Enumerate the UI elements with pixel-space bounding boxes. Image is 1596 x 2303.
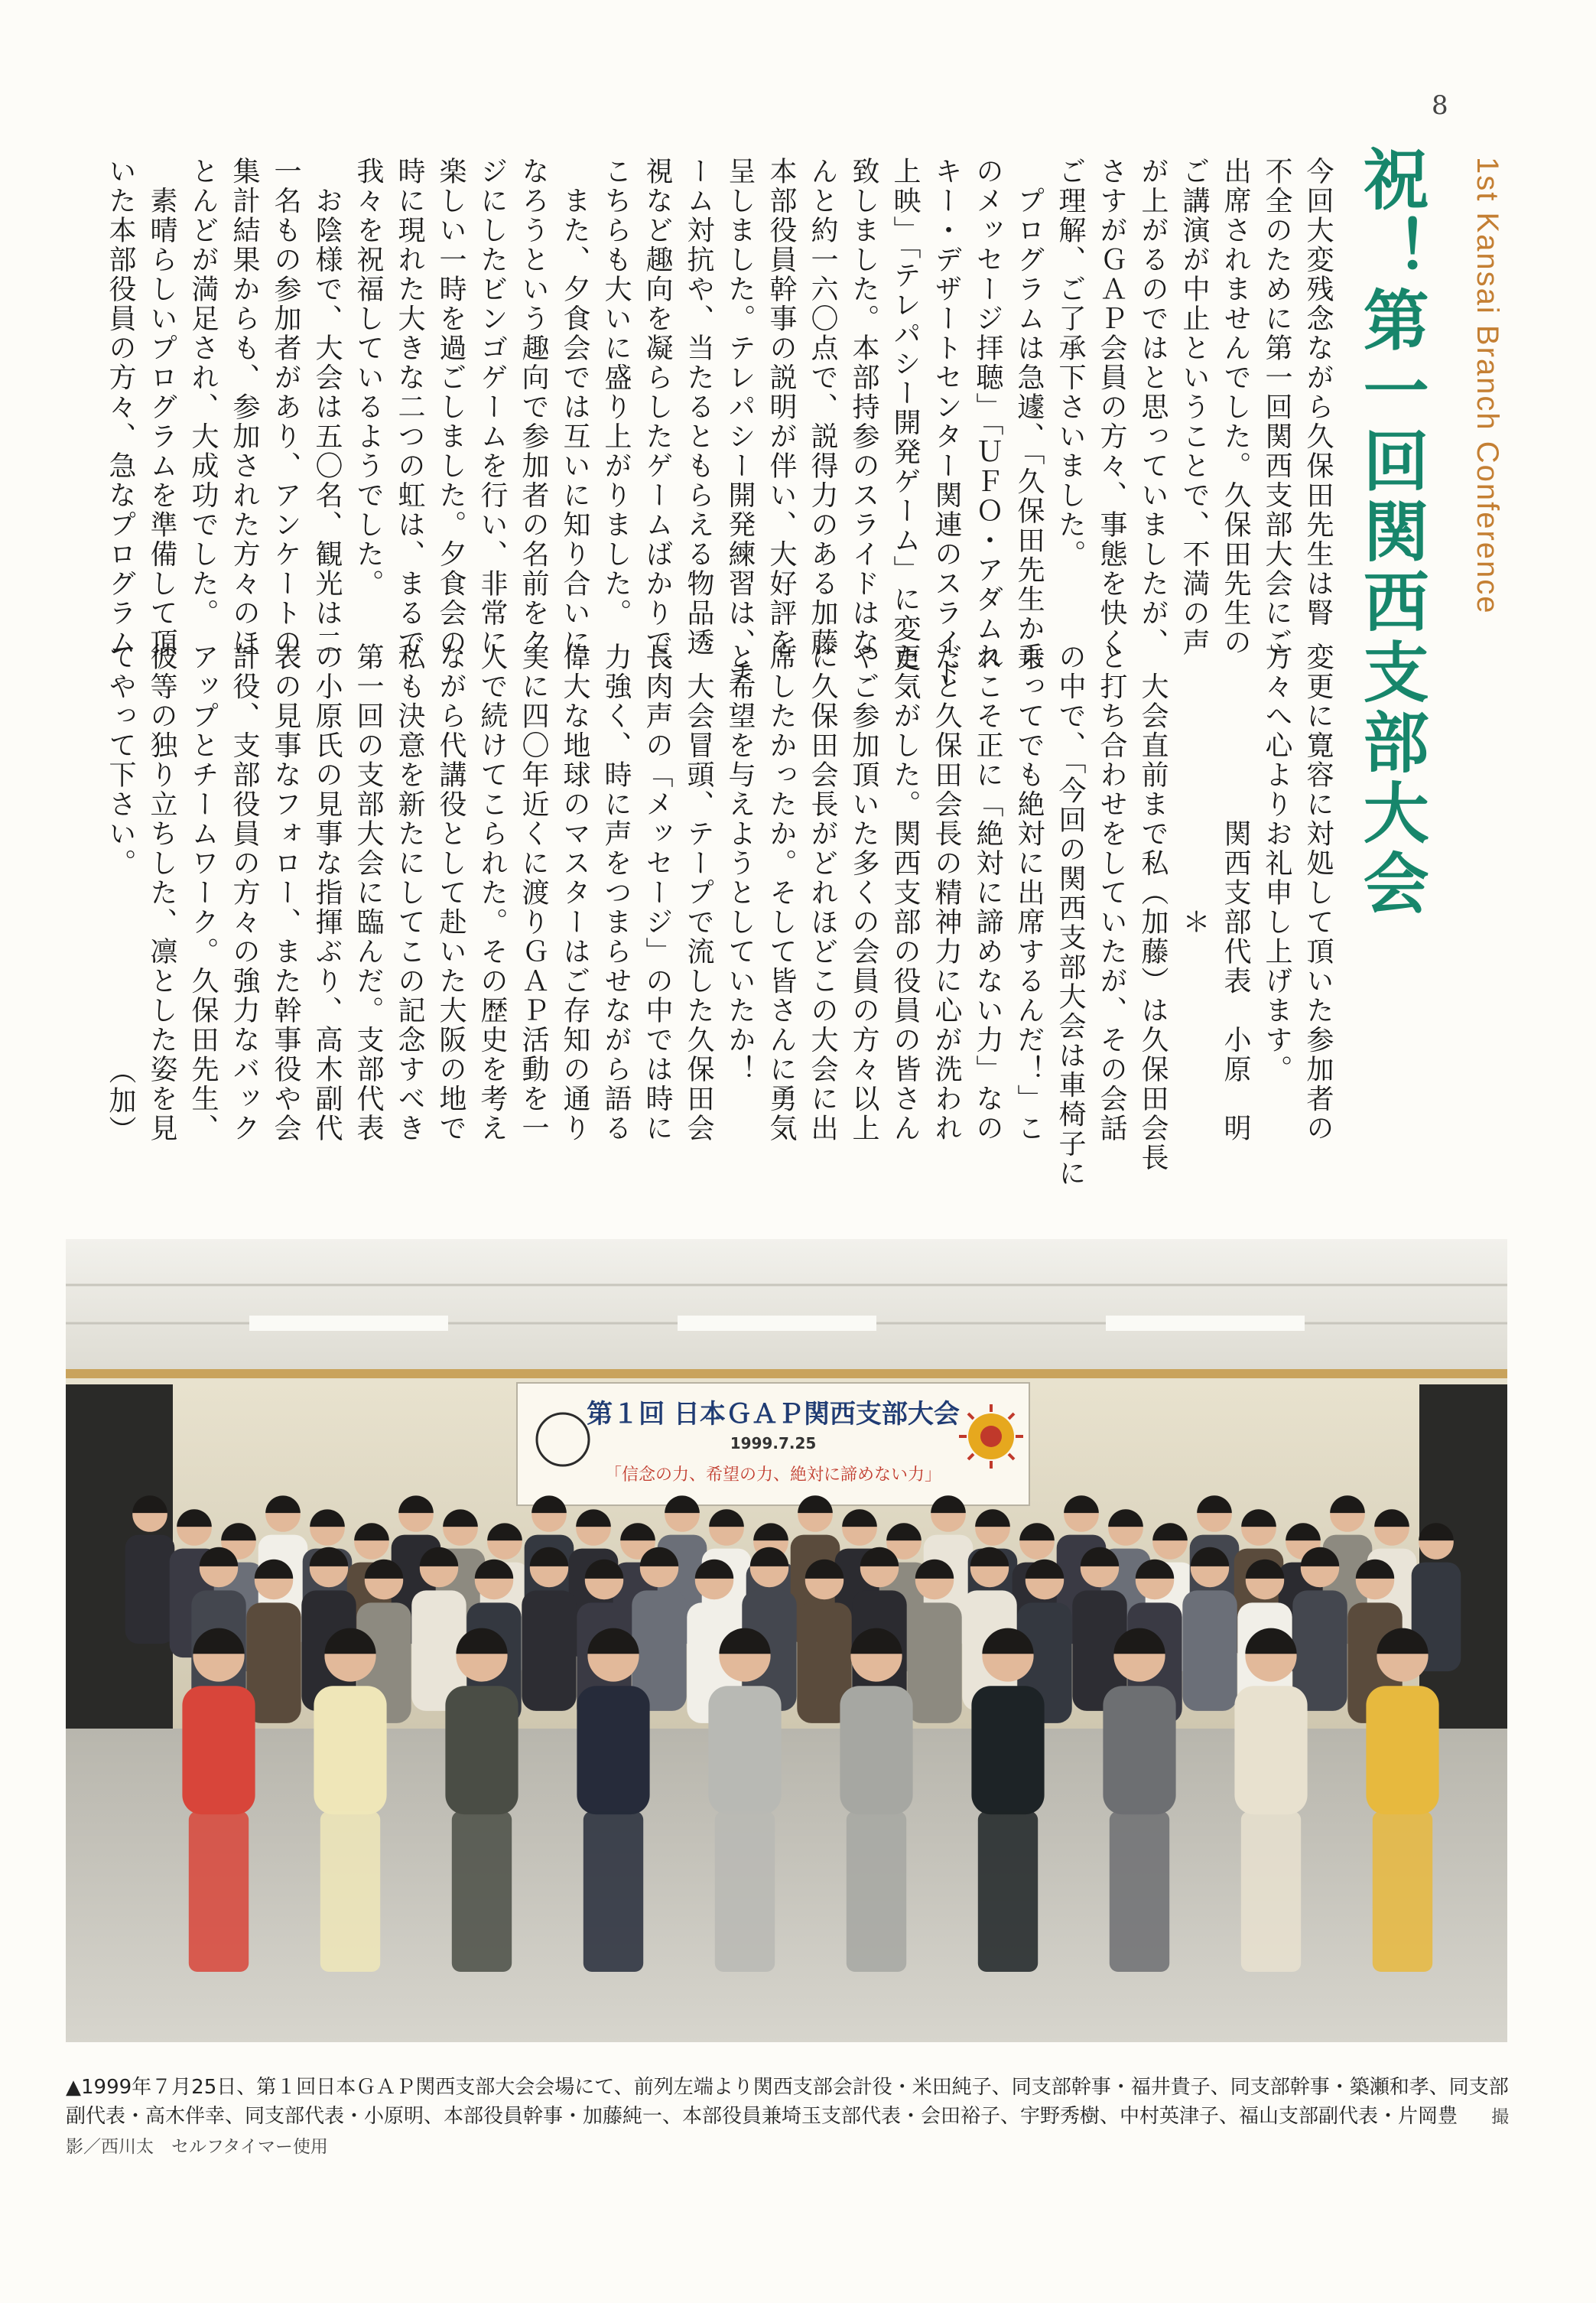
article-line: 人で続けてこられた。その歴史を考え <box>476 642 508 1143</box>
photo-credit: 撮影／西川太 セルフタイマー使用 <box>66 2107 1510 2157</box>
article-line: と希望を与えようとしていたか！ <box>724 642 756 1085</box>
article-line: 席したかったか。そして皆さんに勇気 <box>765 642 797 1143</box>
article-body-lower <box>105 642 1338 1189</box>
article-line: こちらも大いに盛り上がりました。 <box>600 157 632 628</box>
article-line: 楽しい一時を過ごしました。夕食会の <box>435 157 466 658</box>
article-line: お陰様で、大会は五〇名、観光は二 <box>311 157 343 658</box>
article-line: 一名もの参加者があり、アンケートの <box>270 157 301 658</box>
article-line: 変更に寛容に対処して頂いた参加者の <box>1302 642 1334 1143</box>
caption-text: ▲1999年７月25日、第１回日本ＧＡＰ関西支部大会会場にて、前列左端より関西支部会計役・米田純子、同支部幹事・福井貴子、同支部幹事・築瀬和孝、同支部副代表・高木伴幸、同支部代表・小原明、本部役員幹事・加藤純一、本部役員兼埼玉支部代表・会田裕子、宇野秀樹、中村英津子、福山支部副代表・片岡豊 <box>66 2076 1509 2128</box>
article-line: 方々へ心よりお礼申し上げます。 <box>1261 642 1292 1085</box>
article-line: れこそ正に「絶対に諦めない力」なの <box>972 642 1003 1143</box>
article-line: ご理解、ご了承下さいました。 <box>1055 157 1086 569</box>
article-line: 私も決意を新たにしてこの記念すべき <box>394 642 425 1143</box>
article-line: プログラムは急遽、「久保田先生から <box>1013 157 1045 673</box>
article-line: 今回大変残念ながら久保田先生は腎 <box>1302 157 1334 628</box>
banner-slogan: 「信念の力、希望の力、絶対に諦めない力」 <box>604 1465 942 1485</box>
article-line: と打ち合わせをしていたが、その会話 <box>1096 642 1127 1143</box>
article-line: 上映」「テレパシー開発ゲーム」に変更 <box>889 157 921 673</box>
article-line: 出席されませんでした。久保田先生の <box>1220 157 1251 658</box>
article-line: いた本部役員の方々、急なプログラム <box>105 157 136 658</box>
banner-date: 1999.7.25 <box>730 1434 817 1452</box>
article-line: が上がるのではと思っていましたが、 <box>1137 157 1169 658</box>
article-line: 彼等の独り立ちした、凛とした姿を見 <box>146 642 177 1143</box>
article-body-upper <box>105 157 1338 687</box>
conference-banner <box>517 1383 1029 1505</box>
article-line: アップとチームワーク。久保田先生、 <box>187 642 219 1143</box>
article-line: 呈しました。テレパシー開発練習は、チ <box>724 157 756 687</box>
article-line: だと久保田会長の精神力に心が洗われ <box>931 642 962 1143</box>
article-line: 表の見事なフォロー、また幹事役や会 <box>270 642 301 1143</box>
article-line: 集計結果からも、参加された方々のほ <box>229 157 260 658</box>
article-line: 不全のために第一回関西支部大会にご <box>1261 157 1292 658</box>
sun-logo-icon <box>959 1404 1023 1469</box>
article-title: 祝！第一回関西支部大会 <box>1351 145 1429 919</box>
article-line: やご参加頂いた多くの会員の方々以上 <box>848 642 879 1143</box>
article-line: 第一回の支部大会に臨んだ。支部代表 <box>353 642 384 1143</box>
article-line: 関西支部代表 小原 明 <box>1220 642 1251 1143</box>
article-line: てやって下さい。 （加） <box>105 642 136 1145</box>
article-line: のメッセージ拝聴」「ＵＦＯ・アダムス <box>972 157 1003 673</box>
article-line: なろうという趣向で参加者の名前をク <box>518 157 549 658</box>
banner-title: 第１回 日本ＧＡＰ関西支部大会 <box>587 1399 960 1430</box>
photo-caption <box>66 2073 1511 2162</box>
article-line: た気がした。関西支部の役員の皆さん <box>889 642 921 1143</box>
article-line: 我々を祝福しているようでした。 <box>353 157 384 599</box>
article-line: また、夕食会では互いに知り合いに <box>559 157 590 658</box>
article-line: 大会冒頭、テープで流した久保田会 <box>683 642 714 1143</box>
article-line: 致しました。本部持参のスライドはな <box>848 157 879 658</box>
article-line: 乗ってでも絶対に出席するんだ！」こ <box>1013 642 1045 1143</box>
article-line: ーム対抗や、当たるともらえる物品透 <box>683 157 714 658</box>
article-line: さすがＧＡＰ会員の方々、事態を快く <box>1096 157 1127 658</box>
english-title: 1st Kansai Branch Conference <box>1471 157 1504 615</box>
article-line: 力強く、時に声をつまらせながら語る <box>600 642 632 1143</box>
article-line: 計役、支部役員の方々の強力なバック <box>229 642 260 1143</box>
article-line: 実に四〇年近くに渡りＧＡＰ活動を一 <box>518 642 549 1143</box>
group-photo <box>66 1239 1507 2042</box>
article-line: とんどが満足され、大成功でした。 <box>187 157 219 628</box>
article-line: キー・デザートセンター関連のスライド <box>931 157 962 687</box>
article-line: 時に現れた大きな二つの虹は、まるで <box>394 157 425 658</box>
article-line: んと約一六〇点で、説得力のある加藤 <box>807 157 838 658</box>
article-line: ながら代講役として赴いた大阪の地で <box>435 642 466 1143</box>
article-line: ＊ <box>1178 642 1210 937</box>
article-line: 視など趣向を凝らしたゲームばかりで、 <box>642 157 673 687</box>
article-line: 偉大な地球のマスターはご存知の通り <box>559 642 590 1143</box>
article-line: ご講演が中止ということで、不満の声 <box>1178 157 1210 658</box>
article-line: ジにしたビンゴゲームを行い、非常に <box>476 157 508 658</box>
article-line: 本部役員幹事の説明が伴い、大好評を <box>765 157 797 658</box>
article-line: に久保田会長がどれほどこの大会に出 <box>807 642 838 1143</box>
page-number: 8 <box>1432 90 1448 121</box>
article-line: の中で、「今回の関西支部大会は車椅子に <box>1055 642 1086 1189</box>
article-line: 素晴らしいプログラムを準備して頂 <box>146 157 177 658</box>
article-line: 長肉声の「メッセージ」の中では時に <box>642 642 673 1143</box>
article-line: の小原氏の見事な指揮ぶり、高木副代 <box>311 642 343 1143</box>
article-line: 大会直前まで私（加藤）は久保田会長 <box>1137 642 1169 1173</box>
